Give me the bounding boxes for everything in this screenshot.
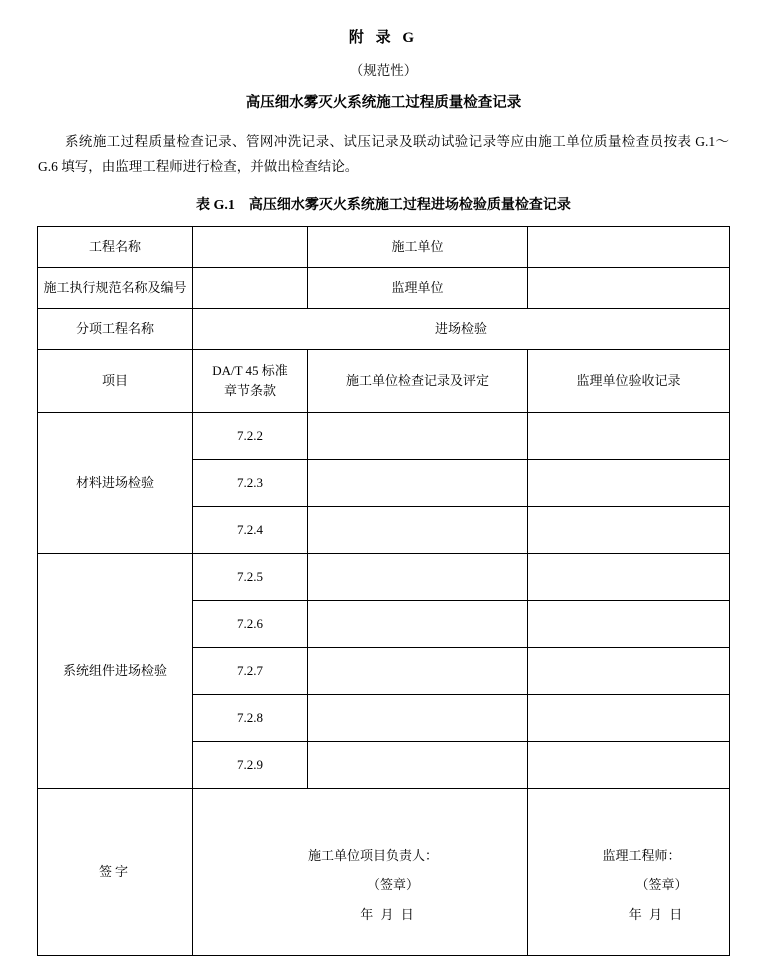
value-subitem-name: 进场检验 xyxy=(193,308,730,349)
construction-check-cell[interactable] xyxy=(308,741,528,788)
inspection-record-table xyxy=(37,226,730,956)
table-row xyxy=(38,553,730,600)
supervision-accept-cell[interactable] xyxy=(528,647,730,694)
signature-construction-line2: （签章） xyxy=(366,877,419,893)
signature-construction-cell[interactable] xyxy=(193,788,528,955)
supervision-accept-cell[interactable] xyxy=(528,506,730,553)
construction-check-cell[interactable] xyxy=(308,412,528,459)
clause-cell: 7.2.5 xyxy=(193,553,308,600)
column-header-clause-line2: 章节条款 xyxy=(223,382,276,398)
table-row xyxy=(38,308,730,349)
appendix-subtitle: （规范性） xyxy=(349,63,418,78)
column-header-clause-line1: DA/T 45 标准 xyxy=(212,363,288,379)
group-label-material-inspection: 材料进场检验 xyxy=(38,412,193,553)
clause-cell: 7.2.6 xyxy=(193,600,308,647)
clause-cell: 7.2.9 xyxy=(193,741,308,788)
supervision-accept-cell[interactable] xyxy=(528,600,730,647)
signature-supervision-line2: （签章） xyxy=(635,877,688,893)
clause-cell: 7.2.3 xyxy=(193,459,308,506)
value-project-name[interactable] xyxy=(193,226,308,267)
label-project-name: 工程名称 xyxy=(38,226,193,267)
page-title: 附 录 G xyxy=(348,30,419,46)
signature-supervision-cell[interactable] xyxy=(528,788,730,955)
supervision-accept-cell[interactable] xyxy=(528,459,730,506)
body-paragraph: 系统施工过程质量检查记录、管网冲洗记录、试压记录及联动试验记录等应由施工单位质量检查员按表 G.1～G.6 填写，由监理工程师进行检查，并做出检查结论。 xyxy=(38,134,729,174)
table-row xyxy=(38,412,730,459)
table-header-row xyxy=(38,349,730,412)
supervision-accept-cell[interactable] xyxy=(528,694,730,741)
supervision-accept-cell[interactable] xyxy=(528,412,730,459)
construction-check-cell[interactable] xyxy=(308,553,528,600)
signature-supervision-date: 年 月 日 xyxy=(628,906,685,922)
signature-row xyxy=(38,788,730,955)
construction-check-cell[interactable] xyxy=(308,647,528,694)
clause-cell: 7.2.8 xyxy=(193,694,308,741)
construction-check-cell[interactable] xyxy=(308,694,528,741)
value-supervision-unit[interactable] xyxy=(528,267,730,308)
signature-supervision-line1: 监理工程师： xyxy=(602,847,681,863)
value-construction-unit[interactable] xyxy=(528,226,730,267)
supervision-accept-cell[interactable] xyxy=(528,553,730,600)
column-header-supervision-accept: 监理单位验收记录 xyxy=(528,349,730,412)
signature-construction-date: 年 月 日 xyxy=(360,906,416,922)
label-subitem-name: 分项工程名称 xyxy=(38,308,193,349)
clause-cell: 7.2.4 xyxy=(193,506,308,553)
clause-cell: 7.2.2 xyxy=(193,412,308,459)
column-header-construction-check: 施工单位检查记录及评定 xyxy=(308,349,528,412)
signature-construction-line1: 施工单位项目负责人： xyxy=(307,847,438,863)
table-row xyxy=(38,267,730,308)
signature-label: 签字 xyxy=(38,788,193,955)
construction-check-cell[interactable] xyxy=(308,506,528,553)
supervision-accept-cell[interactable] xyxy=(528,741,730,788)
label-standard-name: 施工执行规范名称及编号 xyxy=(38,267,193,308)
appendix-heading: 高压细水雾灭火系统施工过程质量检查记录 xyxy=(245,95,522,111)
construction-check-cell[interactable] xyxy=(308,600,528,647)
label-construction-unit: 施工单位 xyxy=(308,226,528,267)
column-header-item: 项目 xyxy=(38,349,193,412)
label-supervision-unit: 监理单位 xyxy=(308,267,528,308)
construction-check-cell[interactable] xyxy=(308,459,528,506)
value-standard-name[interactable] xyxy=(193,267,308,308)
group-label-component-inspection: 系统组件进场检验 xyxy=(38,553,193,788)
table-caption: 表 G.1 高压细水雾灭火系统施工过程进场检验质量检查记录 xyxy=(196,197,571,213)
clause-cell: 7.2.7 xyxy=(193,647,308,694)
table-row xyxy=(38,226,730,267)
column-header-clause xyxy=(193,349,308,412)
